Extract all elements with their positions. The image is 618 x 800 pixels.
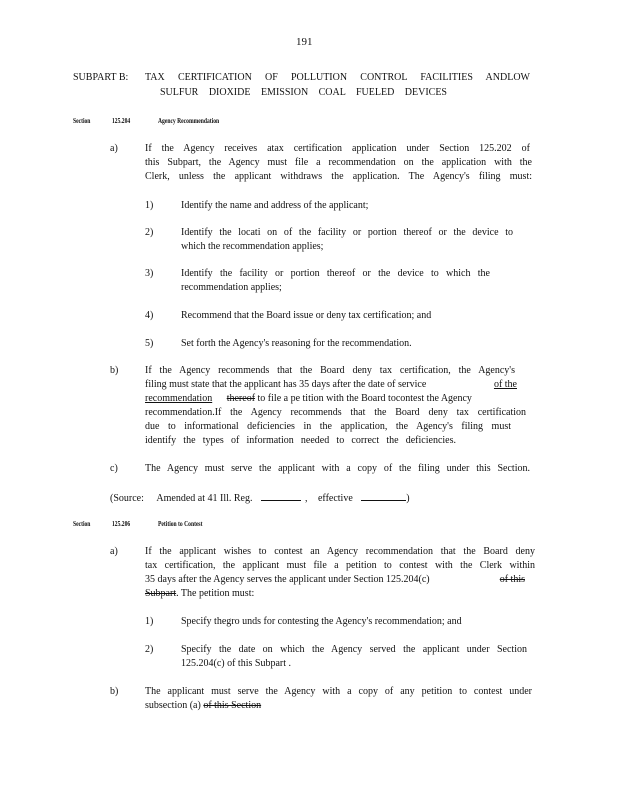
- paragraph-line: identify the types of information needed to correct the deficiencies.: [145, 435, 456, 446]
- item-number: 1): [145, 200, 154, 211]
- inserted-text: recommendation: [145, 393, 213, 404]
- paragraph-text: subsection (a): [145, 700, 204, 711]
- source-note: [110, 490, 410, 506]
- item-number: 3): [145, 268, 154, 279]
- deleted-text: of this: [499, 574, 525, 585]
- subsection-marker: b): [110, 365, 119, 376]
- item-text: which the recommendation applies;: [181, 241, 324, 252]
- subsection-marker: a): [110, 143, 118, 154]
- paragraph-line: due to informational deficiencies in the application, the Agency's filing must: [145, 421, 511, 432]
- item-text: Set forth the Agency's reasoning for the recommendation.: [181, 338, 412, 349]
- paragraph-line: Clerk, unless the applicant withdraws the application. The Agency's filing must:: [145, 171, 532, 182]
- section-title: Petition to Contest: [158, 520, 203, 528]
- item-text: Specify the date on which the Agency served the applicant under Section: [181, 644, 527, 655]
- deleted-text: thereof: [226, 393, 256, 404]
- item-text: Identify the name and address of the applicant;: [181, 200, 369, 211]
- item-text: Identify the locati on of the facility or portion thereof or the device to: [181, 227, 513, 238]
- subpart-label: SUBPART B:: [73, 72, 129, 83]
- item-text: Identify the facility or portion thereof or the device to which the: [181, 268, 490, 279]
- inserted-text: of the: [493, 379, 517, 390]
- item-number: 2): [145, 644, 154, 655]
- section-label: Section: [73, 117, 91, 125]
- source-sep: ,: [304, 493, 308, 504]
- paragraph-text: filing must state that the applicant has 35 days after the date of service: [145, 379, 427, 390]
- item-text: recommendation applies;: [181, 282, 282, 293]
- paragraph-line: If the applicant wishes to contest an Agency recommendation that the Board deny: [145, 546, 535, 557]
- source-effective: effective: [317, 493, 353, 504]
- paragraph-line: [145, 587, 254, 601]
- paragraph-text: 35 days after the Agency serves the applicant under Section 125.204(c): [145, 574, 430, 585]
- source-amended: Amended at 41 Ill. Reg.: [156, 493, 253, 504]
- subsection-marker: c): [110, 463, 118, 474]
- item-number: 2): [145, 227, 154, 238]
- paragraph-line: [145, 378, 517, 392]
- source-open: (Source:: [110, 493, 144, 504]
- section-number: 125.204: [112, 117, 131, 125]
- paragraph-line: The applicant must serve the Agency with a copy of any petition to contest under: [145, 686, 532, 697]
- section-label: Section: [73, 520, 91, 528]
- deleted-text: of this Section: [203, 700, 262, 711]
- paragraph-line: If the Agency recommends that the Board deny tax certification, the Agency's: [145, 365, 515, 376]
- paragraph-line: [145, 699, 261, 713]
- source-close: ): [406, 493, 410, 504]
- paragraph-line: [145, 573, 525, 587]
- paragraph-line: [145, 392, 510, 406]
- item-number: 5): [145, 338, 154, 349]
- item-text: 125.204(c) of this Subpart .: [181, 658, 291, 669]
- deleted-text: Subpart: [145, 588, 177, 599]
- paragraph-line: If the Agency receives atax certification application under Section 125.202 of: [145, 143, 530, 154]
- item-number: 1): [145, 616, 154, 627]
- section-title: Agency Recommendation: [158, 117, 220, 125]
- subsection-marker: a): [110, 546, 118, 557]
- item-number: 4): [145, 310, 154, 321]
- section-number: 125.206: [112, 520, 131, 528]
- subpart-title-line2: SULFUR DIOXIDE EMISSION COAL FUELED DEVICES: [160, 87, 447, 98]
- paragraph-line: this Subpart, the Agency must file a recommendation on the application with the: [145, 157, 532, 168]
- paragraph-text: . The petition must:: [176, 588, 255, 599]
- paragraph-text: to file a pe tition with the Board tocontest the Agency: [255, 393, 472, 404]
- paragraph-line: recommendation.If the Agency recommends that the Board deny tax certification: [145, 407, 526, 418]
- item-text: Recommend that the Board issue or deny tax certification; and: [181, 310, 432, 321]
- subpart-title-line1: TAX CERTIFICATION OF POLLUTION CONTROL FACILITIES ANDLOW: [145, 72, 530, 83]
- subsection-marker: b): [110, 686, 119, 697]
- paragraph-line: The Agency must serve the applicant with a copy of the filing under this Section.: [145, 463, 530, 474]
- blank-volume-page: [261, 490, 301, 501]
- blank-effective-date: [361, 490, 406, 501]
- item-text: Specify thegro unds for contesting the Agency's recommendation; and: [181, 616, 462, 627]
- page-number: 191: [296, 36, 313, 48]
- paragraph-line: tax certification, the applicant must file a petition to contest with the Clerk within: [145, 560, 535, 571]
